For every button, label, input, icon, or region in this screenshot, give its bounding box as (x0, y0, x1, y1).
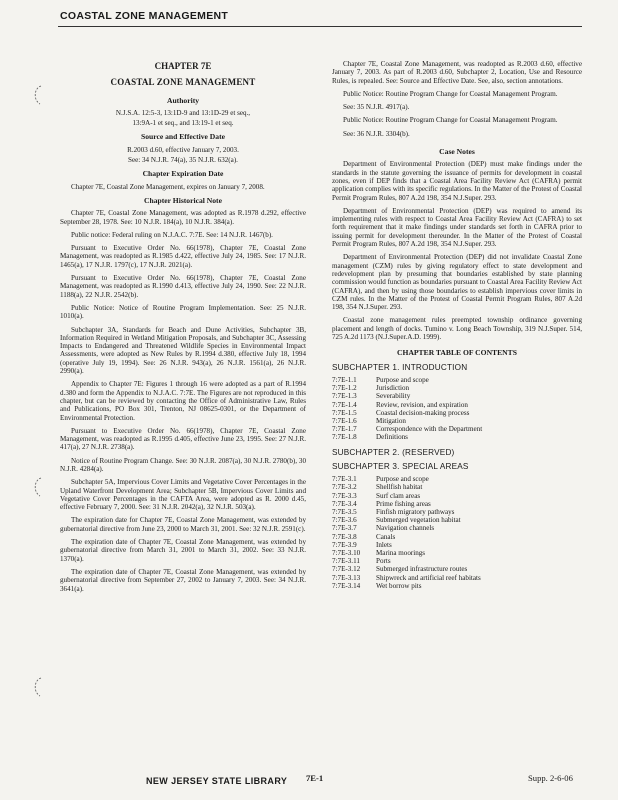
toc-entry[interactable] (332, 433, 582, 441)
toc-entry[interactable] (332, 541, 582, 549)
toc-entry[interactable] (332, 557, 582, 565)
section-number: 7:7E-3.14 (332, 581, 361, 590)
toc-entry[interactable] (332, 516, 582, 524)
history-paragraph: Subchapter 3A, Standards for Beach and Dune Activities, Subchapter 3B, Information Required in Wetland Mitigation Proposals, and Subchapter 3C, Assessing Impacts to Endangered and Threatened Wildlife Species in Environmental Impact Assessments, were adopted as New Rules by R.1994 d.380, effective July 18, 1994 (operative July 19, 1994). See: 26 N.J.R. 943(a), 26 N.J.R. 1561(a), 26 N.J.R. 2990(a). (60, 325, 306, 376)
toc-list (332, 376, 582, 442)
section-number: 7:7E-1.6 (332, 416, 357, 425)
section-title: Submerged vegetation habitat (376, 516, 461, 525)
library-stamp: NEW JERSEY STATE LIBRARY (146, 776, 288, 786)
left-column (60, 60, 306, 598)
toc-entry[interactable] (332, 384, 582, 392)
section-title: Coastal decision-making process (376, 408, 470, 417)
toc-list (332, 475, 582, 590)
section-number: 7:7E-1.4 (332, 400, 357, 409)
subchapter-heading: SUBCHAPTER 1. INTRODUCTION (332, 362, 468, 372)
chapter-title: COASTAL ZONE MANAGEMENT (110, 77, 256, 88)
history-paragraph: Public Notice: Routine Program Change for Coastal Management Program. (343, 89, 558, 98)
section-number: 7:7E-1.1 (332, 375, 357, 384)
case-note: Department of Environmental Protection (DEP) must make findings under the standards in the statute governing the issuance of permits for development in coastal zones, even if DEP finds that a Coastal Area Facility Review Act (CAFRA) permit application complies with its specific regulations. In the Matter of the Protest of Coastal Permit Program Rules, 807 A.2d 198, 354 N.J.Super. 293. (332, 160, 582, 202)
section-number: 7:7E-1.5 (332, 408, 357, 417)
toc-entry[interactable] (332, 492, 582, 500)
section-number: 7:7E-1.2 (332, 384, 357, 393)
history-paragraph: See: 36 N.J.R. 3304(b). (343, 129, 410, 138)
history-paragraph: Public notice: Federal ruling on N.J.A.C. 7:7E. See: 14 N.J.R. 1467(b). (71, 230, 273, 239)
toc-entry[interactable] (332, 417, 582, 425)
supplement-date: Supp. 2-6-06 (528, 773, 573, 783)
history-paragraph: Pursuant to Executive Order No. 66(1978), Chapter 7E, Coastal Zone Management, was readopted as R.1995 d.405, effective June 23, 1995. See: 27 N.J.R. 417(a), 27 N.J.R. 2738(a). (60, 426, 306, 452)
toc-entry[interactable] (332, 500, 582, 508)
section-number: 7:7E-3.8 (332, 532, 357, 541)
history-paragraph: The expiration date of Chapter 7E, Coastal Zone Management, was extended by gubernatorial directive from September 27, 2002 to January 7, 2003. See: 34 N.J.R. 3641(a). (60, 567, 306, 593)
toc-entry[interactable] (332, 376, 582, 384)
history-paragraph: Pursuant to Executive Order No. 66(1978), Chapter 7E, Coastal Zone Management, was readopted as R.1985 d.422, effective July 24, 1985. See: 17 N.J.R. 1465(a), 17 N.J.R. 1797(c), 17 N.J.R. 2021(a). (60, 244, 306, 269)
source-line: See: 34 N.J.R. 74(a), 35 N.J.R. 632(a). (128, 156, 238, 165)
section-number: 7:7E-1.3 (332, 392, 357, 401)
section-title: Finfish migratory pathways (376, 507, 455, 516)
history-paragraph: Pursuant to Executive Order No. 66(1978), Chapter 7E, Coastal Zone Management, was readopted as R.1990 d.413, effective July 24, 1990. See: 22 N.J.R. 1188(a), 22 N.J.R. 2542(b). (60, 274, 306, 299)
section-title: Review, revision, and expiration (376, 400, 468, 409)
history-paragraph: Appendix to Chapter 7E: Figures 1 through 16 were adopted as a part of R.1994 d.380 and form the Appendix to N.J.A.C. 7:7E. The Figures are not reproduced in this chapter, but can be reviewed by contacting the Office of Administrative Law, Rules and Publications, PO Box 301, Trenton, NJ 08625-0301, or the Department of Environmental Protection. (60, 380, 306, 422)
toc-entry[interactable] (332, 475, 582, 483)
toc-entry[interactable] (332, 524, 582, 532)
toc-entry[interactable] (332, 392, 582, 400)
toc-entry[interactable] (332, 549, 582, 557)
right-column (332, 60, 582, 597)
section-number: 7:7E-3.11 (332, 557, 360, 566)
case-notes-heading: Case Notes (439, 147, 475, 157)
toc-entry[interactable] (332, 582, 582, 590)
section-title: Shellfish habitat (376, 483, 423, 492)
section-title: Purpose and scope (376, 375, 429, 384)
toc-entry[interactable] (332, 574, 582, 582)
source-heading: Source and Effective Date (140, 132, 225, 142)
section-title: Shipwreck and artificial reef habitats (376, 573, 481, 582)
history-paragraph: The expiration date for Chapter 7E, Coastal Zone Management, was extended by gubernatorial directive from June 23, 2000 to March 31, 2001. See: 32 N.J.R. 2591(c). (60, 516, 306, 533)
header-divider (58, 26, 582, 27)
toc-entry[interactable] (332, 483, 582, 491)
section-title: Correspondence with the Department (376, 425, 483, 434)
section-number: 7:7E-1.7 (332, 425, 357, 434)
section-number: 7:7E-3.1 (332, 475, 357, 484)
section-title: Surf clam areas (376, 491, 421, 500)
table-of-contents-heading: CHAPTER TABLE OF CONTENTS (397, 348, 517, 358)
subchapter-heading: SUBCHAPTER 3. SPECIAL AREAS (332, 461, 469, 471)
section-title: Definitions (376, 433, 408, 442)
section-title: Ports (376, 557, 391, 566)
toc-entry[interactable] (332, 533, 582, 541)
subchapter-heading: SUBCHAPTER 2. (RESERVED) (332, 447, 455, 457)
toc-entry[interactable] (332, 508, 582, 516)
running-head: COASTAL ZONE MANAGEMENT (60, 10, 229, 22)
section-title: Canals (376, 532, 396, 541)
section-number: 7:7E-3.10 (332, 548, 361, 557)
source-line: R.2003 d.60, effective January 7, 2003. (127, 145, 239, 154)
section-title: Severability (376, 392, 411, 401)
toc-entry[interactable] (332, 425, 582, 433)
section-title: Inlets (376, 540, 392, 549)
section-title: Prime fishing areas (376, 499, 431, 508)
section-title: Navigation channels (376, 524, 435, 533)
authority-line: 13:9A-1 et seq., and 13:19-1 et seq. (132, 119, 234, 128)
case-note: Department of Environmental Protection (DEP) did not invalidate Coastal Zone management (CZM) rules by giving regulatory effect to state development and redevelopment plan by presuming that boundaries established by state planning commission would function as boundaries pursuant to Coastal Area Facility Review Act (CAFRA), and then by using those boundaries to establish impervious cover limits in CZM rules. In the Matter of the Protest of Coastal Permit Program Rules, 807 A.2d 198, 354 N.J.Super. 293. (332, 253, 583, 312)
toc-entry[interactable] (332, 401, 582, 409)
section-title: Submerged infrastructure routes (376, 565, 468, 574)
punch-hole-mark (31, 476, 45, 498)
punch-hole-mark (31, 84, 45, 106)
toc-entry[interactable] (332, 565, 582, 573)
history-paragraph: Chapter 7E, Coastal Zone Management, was adopted as R.1978 d.292, effective September 28, 1978. See: 10 N.J.R. 184(a), 10 N.J.R. 384(a). (60, 209, 306, 226)
section-number: 7:7E-3.6 (332, 516, 357, 525)
case-note: Department of Environmental Protection (DEP) was required to amend its implementing rules with respect to Coastal Area Facility Review Act (CAFRA) to set forth requirement that it make findings under standards set forth in CAFRA prior to issuing permit for development thereunder. In the Matter of the Protest of Coastal Permit Program Rules, 807 A.2d 198, 354 N.J.Super. 293. (332, 206, 582, 249)
section-title: Jurisdiction (376, 384, 410, 393)
history-paragraph: Subchapter 5A, Impervious Cover Limits and Vegetative Cover Percentages in the Upland Waterfront Development Area; Subchapter 5B, Impervious Cover Limits and Vegetative Cover Percentages in the CAFTA Area, were adopted as R. 2000 d.45, effective February 7, 2000. See: 31 N.J.R. 2042(a), 32 N.J.R. 503(a). (60, 478, 306, 512)
section-title: Mitigation (376, 416, 406, 425)
historical-note-heading: Chapter Historical Note (144, 195, 222, 205)
section-title: Purpose and scope (376, 475, 429, 484)
page-number: 7E-1 (306, 773, 324, 783)
section-number: 7:7E-3.9 (332, 540, 357, 549)
history-paragraph: Public Notice: Routine Program Change for Coastal Management Program. (343, 116, 558, 125)
history-paragraph: Public Notice: Notice of Routine Program Implementation. See: 25 N.J.R. 1010(a). (60, 303, 306, 321)
expiration-heading: Chapter Expiration Date (142, 169, 224, 179)
case-note: Coastal zone management rules preempted township ordinance governing placement and length of docks. Tumino v. Long Beach Township, 319 N.J.Super. 514, 725 A.2d 1173 (N.J.Super.A.D. 1999). (332, 316, 582, 342)
toc-entry[interactable] (332, 409, 582, 417)
chapter-number: CHAPTER 7E (154, 61, 212, 71)
authority-line: N.J.S.A. 12:5-3, 13:1D-9 and 13:1D-29 et seq., (115, 108, 251, 117)
section-number: 7:7E-3.4 (332, 499, 357, 508)
authority-heading: Authority (166, 95, 200, 105)
section-title: Marina moorings (376, 548, 426, 557)
history-paragraph: See: 35 N.J.R. 4917(a). (343, 103, 410, 112)
history-paragraph: Notice of Routine Program Change. See: 30 N.J.R. 2087(a), 30 N.J.R. 2780(b), 30 N.J.R. 4284(a). (60, 456, 306, 473)
section-number: 7:7E-3.13 (332, 573, 361, 582)
section-number: 7:7E-3.12 (332, 565, 361, 574)
section-title: Wet borrow pits (376, 581, 422, 590)
history-paragraph: The expiration date of Chapter 7E, Coastal Zone Management, was extended by gubernatorial directive from March 31, 2001 to March 31, 2002. See: 33 N.J.R. 1370(a). (60, 538, 306, 563)
section-number: 7:7E-3.3 (332, 491, 357, 500)
section-number: 7:7E-1.8 (332, 433, 357, 442)
expiration-text: Chapter 7E, Coastal Zone Management, expires on January 7, 2008. (71, 182, 265, 191)
history-paragraph: Chapter 7E, Coastal Zone Management, was readopted as R.2003 d.60, effective January 7, 2003. As part of R.2003 d.60, Subchapter 2, Location, Use and Resource Rules, is repealed. See: Source and Effective Date. See, also, section annotations. (332, 60, 582, 85)
punch-hole-mark (31, 676, 45, 698)
section-number: 7:7E-3.5 (332, 507, 357, 516)
section-number: 7:7E-3.7 (332, 524, 357, 533)
section-number: 7:7E-3.2 (332, 483, 357, 492)
